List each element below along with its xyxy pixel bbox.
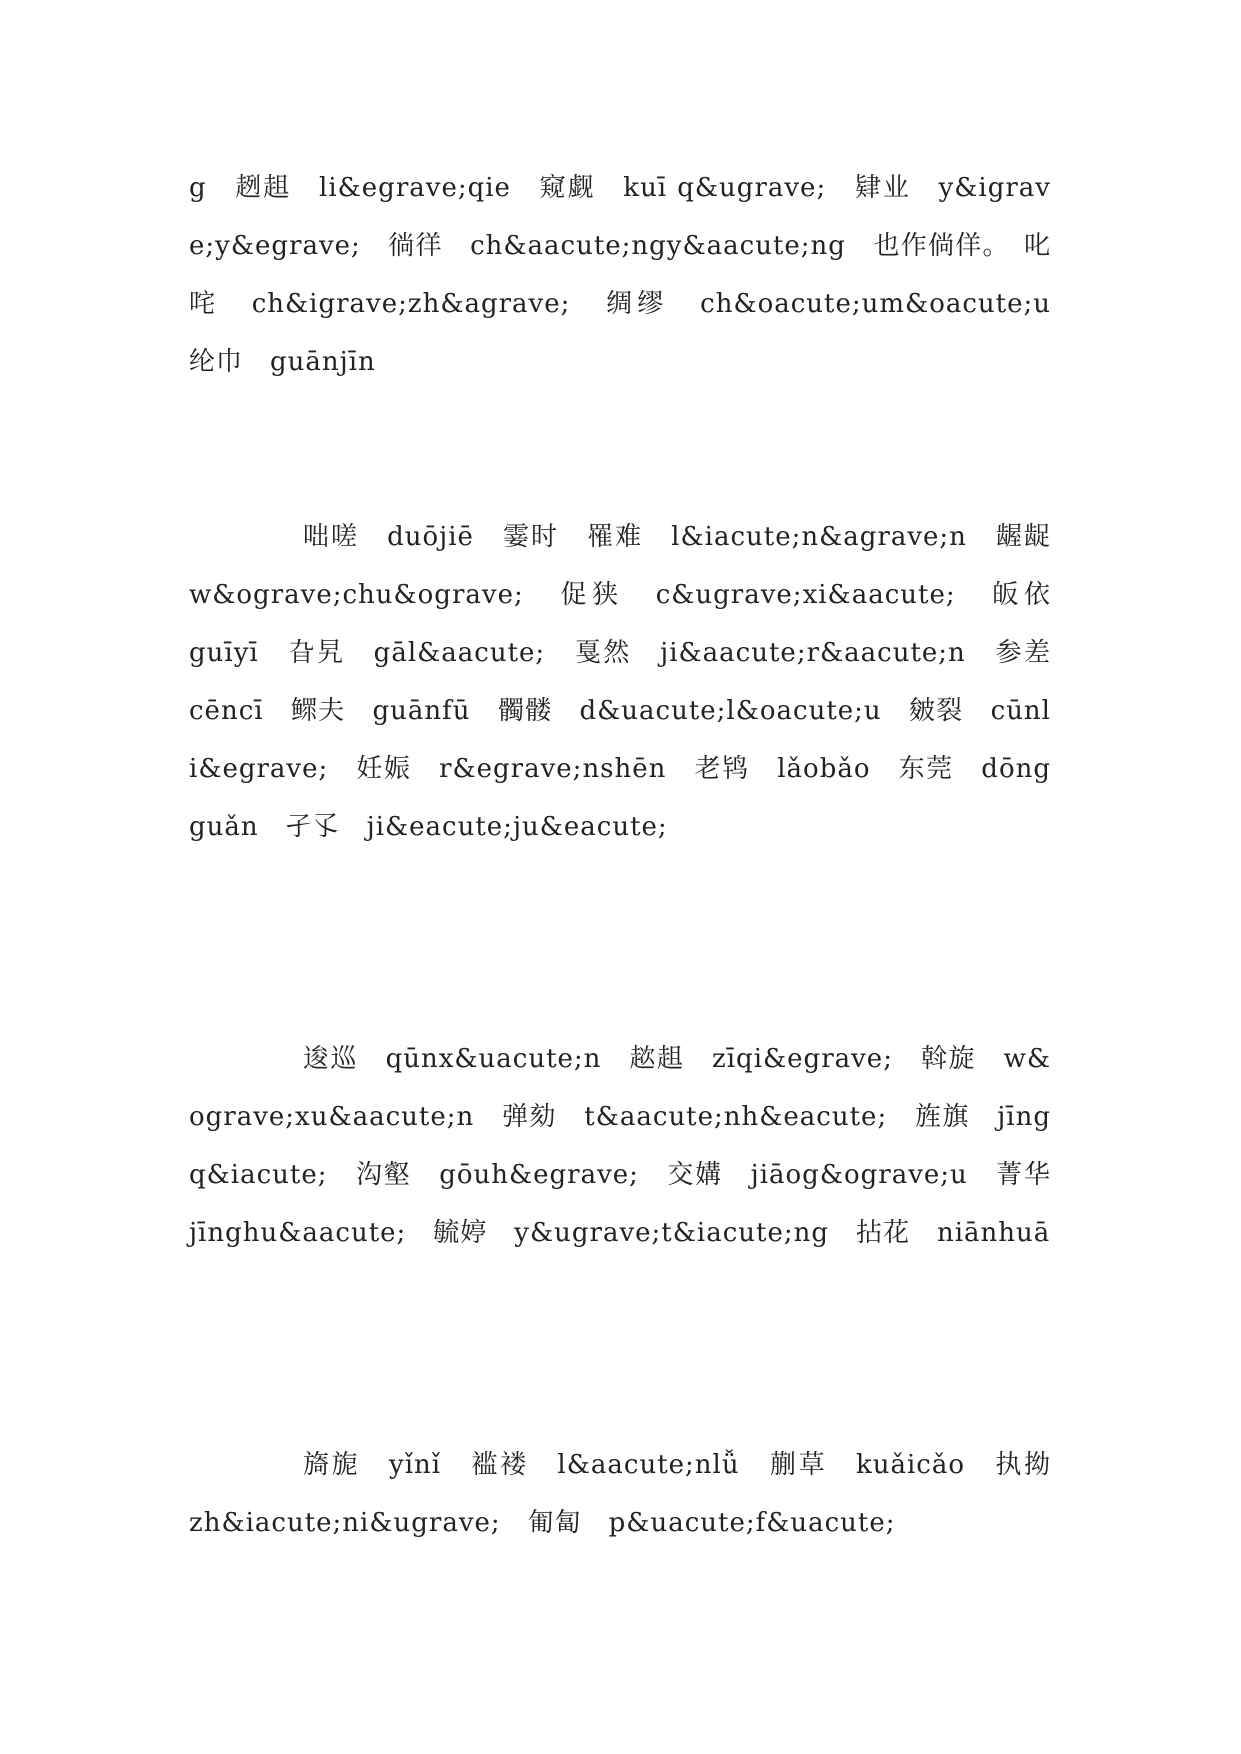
paragraph-4: 旖旎 yǐnǐ 褴褛 l&aacute;nlǚ 蒯草 kuǎicǎo 执拗 zh&iacute;ni&ugrave; 匍匐 p&uacute;f&uacute; bbox=[189, 1450, 1079, 1538]
paragraph-3: 逡巡 qūnx&uacute;n 趑趄 zīqi&egrave; 斡旋 w&ograve;xu&aacute;n 弹劾 t&aacute;nh&eacute; 旌旗 jīngq&iacute; 沟壑 gōuh&egrave; 交媾 jiāog&ograve;u 菁华 jīnghu&aacute; 毓婷 y&ugrave;t&iacute;ng 拈花 niānhuā bbox=[189, 1044, 1079, 1248]
paragraph-1: g 趔趄 li&egrave;qie 窥觑 kuī q&ugrave; 肄业 y&igrave;y&egrave; 徜徉 ch&aacute;ngy&aacute;ng 也作倘佯。 叱咤 ch&igrave;zh&agrave; 绸缪 ch&oacute;um&oacute;u 纶巾 guānjīn bbox=[189, 173, 1079, 377]
paragraph-2: 咄嗟 duōjiē 霎时 罹难 l&iacute;n&agrave;n 龌龊 w&ograve;chu&ograve; 促狭 c&ugrave;xi&aacute; 皈依 guīyī 旮旯 gāl&aacute; 戛然 ji&aacute;r&aacute;n 参差 cēncī 鳏夫 guānfū 髑髅 d&uacute;l&oacute;u 皴裂 cūnli&egrave; 妊娠 r&egrave;nshēn 老鸨 lǎobǎo 东莞 dōngguǎn 孑孓 ji&eacute;ju&eacute; bbox=[189, 522, 1079, 842]
